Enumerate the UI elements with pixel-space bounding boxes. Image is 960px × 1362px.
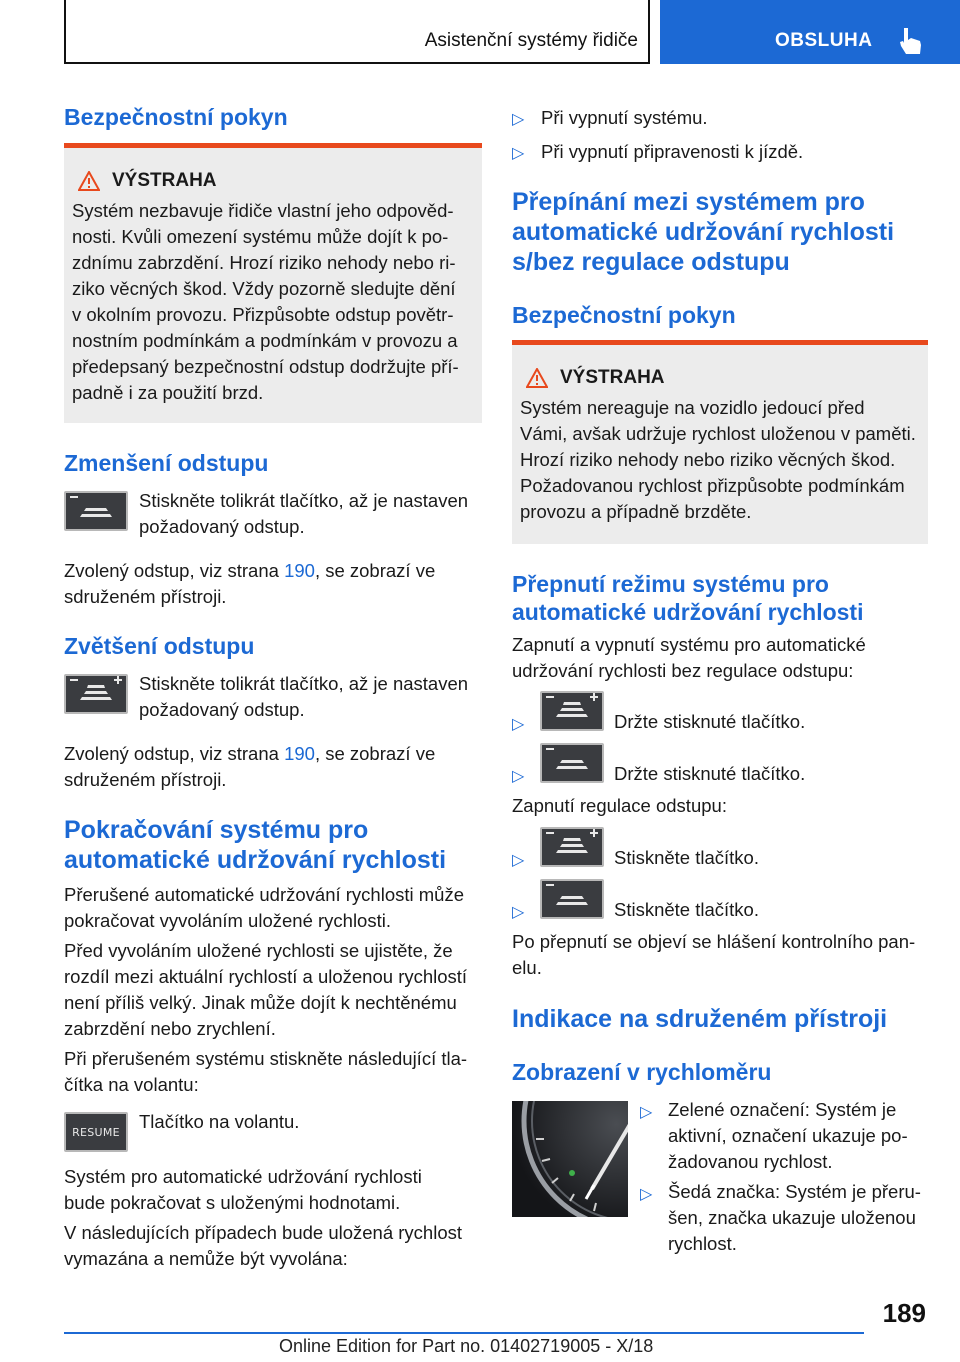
speedo-bullet-1 xyxy=(668,1097,908,1175)
increase-line-2: požadovaný odstup. xyxy=(139,699,305,720)
bullet-triangle-icon: ▷ xyxy=(512,852,525,869)
continue-p2 xyxy=(64,938,467,1042)
text-span: Zvolený odstup, viz strana xyxy=(64,560,285,581)
mode-p3 xyxy=(512,929,915,981)
bullet-text: Při vypnutí připravenosti k jízdě. xyxy=(541,141,804,162)
text-line: šen, značka ukazuje uloženou xyxy=(668,1207,916,1228)
text-line: Před vyvoláním uložené rychlosti se ujistěte, že xyxy=(64,940,453,961)
warning-line: padně i za použití brzd. xyxy=(72,382,264,403)
text-line: pokračovat vyvoláním uložené rychlosti. xyxy=(64,910,391,931)
warning-line: Systém nezbavuje řidiče vlastní jeho odpověd- xyxy=(72,200,454,221)
switch-heading-line1: Přepínání mezi systémem pro xyxy=(512,188,865,216)
decrease-paragraph-line2: sdruženém přístroji. xyxy=(64,586,227,607)
bullet-triangle-icon: ▷ xyxy=(512,768,525,785)
warning-triangle-icon xyxy=(78,171,100,191)
text-line: V následujících případech bude uložená rychlost xyxy=(64,1222,463,1243)
continue-p4 xyxy=(64,1164,422,1216)
safety-heading-left: Bezpečnostní pokyn xyxy=(64,104,288,130)
section-title: Asistenční systémy řidiče xyxy=(424,30,638,51)
warning-line: Vámi, avšak udržuje rychlost uloženou v paměti. xyxy=(520,423,916,444)
warning-line: Požadovanou rychlost přizpůsobte podmínkám xyxy=(520,475,905,496)
distance-decrease-button-icon xyxy=(64,491,128,531)
warning-line: nostním podmínkám a podmínkám v provozu a xyxy=(72,330,458,351)
safety-heading-right: Bezpečnostní pokyn xyxy=(512,302,736,328)
text-line: Systém pro automatické udržování rychlosti xyxy=(64,1166,422,1187)
mode-heading-line1: Přepnutí režimu systému pro xyxy=(512,571,829,597)
text-span: , se zobrazí ve xyxy=(314,560,436,581)
mode-p2: Zapnutí regulace odstupu: xyxy=(512,795,727,816)
chapter-tab[interactable] xyxy=(660,0,960,64)
distance-increase-button-icon xyxy=(64,674,128,714)
warning-line: zdnímu zabrzdění. Hrozí riziko nehody nebo ri- xyxy=(72,252,456,273)
hold-text-2: Držte stisknuté tlačítko. xyxy=(614,763,806,784)
speedo-heading: Zobrazení v rychloměru xyxy=(512,1059,772,1085)
bullet-triangle-icon: ▷ xyxy=(512,111,525,128)
warning-title: VÝSTRAHA xyxy=(560,367,665,388)
speedometer-image xyxy=(512,1101,628,1217)
increase-heading: Zvětšení odstupu xyxy=(64,633,255,659)
increase-line-1: Stiskněte tolikrát tlačítko, až je nastaven xyxy=(139,673,469,694)
footer-divider xyxy=(64,1332,864,1334)
text-line: není příliš velký. Jinak může dojít k nechtěnému xyxy=(64,992,457,1013)
bullet-text: Při vypnutí systému. xyxy=(541,107,708,128)
mode-p1 xyxy=(512,632,866,684)
text-line: Zapnutí a vypnutí systému pro automatické xyxy=(512,634,866,655)
text-line: elu. xyxy=(512,957,542,978)
continue-p3 xyxy=(64,1046,467,1098)
bullet-triangle-icon: ▷ xyxy=(640,1186,653,1203)
decrease-line-1: Stiskněte tolikrát tlačítko, až je nastaven xyxy=(139,490,469,511)
text-line: vymazána a nemůže být vyvolána: xyxy=(64,1248,348,1269)
decrease-paragraph xyxy=(64,558,435,584)
warning-body-2 xyxy=(520,395,920,525)
bullet-triangle-icon: ▷ xyxy=(512,716,525,733)
footer-edition: Online Edition for Part no. 01402719005 - X/18 xyxy=(279,1336,654,1356)
distance-increase-button-icon xyxy=(540,691,604,731)
warning-title-row xyxy=(520,367,920,389)
text-line: bude pokračovat s uloženými hodnotami. xyxy=(64,1192,401,1213)
continue-p1 xyxy=(64,882,464,934)
bullet-triangle-icon: ▷ xyxy=(512,145,525,162)
continue-p5 xyxy=(64,1220,462,1272)
text-span: Zvolený odstup, viz strana xyxy=(64,743,285,764)
page-number: 189 xyxy=(882,1298,926,1328)
text-line: čítka na volantu: xyxy=(64,1074,199,1095)
warning-line: Systém nereaguje na vozidlo jedoucí před xyxy=(520,397,865,418)
page-link-190[interactable]: 190 xyxy=(284,743,315,764)
distance-decrease-button-icon xyxy=(540,879,604,919)
increase-paragraph xyxy=(64,741,435,767)
speedo-bullet-2 xyxy=(668,1179,921,1257)
press-text-1: Stiskněte tlačítko. xyxy=(614,847,759,868)
switch-heading-line3: s/bez regulace odstupu xyxy=(512,248,790,276)
pointing-hand-icon xyxy=(898,26,924,56)
text-span: , se zobrazí ve xyxy=(314,743,436,764)
text-line: Přerušené automatické udržování rychlosti může xyxy=(64,884,464,905)
text-line: aktivní, označení ukazuje po- xyxy=(668,1125,908,1146)
continue-heading-line1: Pokračování systému pro xyxy=(64,816,369,844)
warning-line: v okolním provozu. Přizpůsobte odstup povětr- xyxy=(72,304,454,325)
text-line: zabrzdění nebo zrychlení. xyxy=(64,1018,276,1039)
distance-increase-button-icon xyxy=(540,827,604,867)
decrease-heading: Zmenšení odstupu xyxy=(64,450,269,476)
warning-box-2 xyxy=(512,340,928,544)
warning-line: nosti. Kvůli omezení systému může dojít k po- xyxy=(72,226,449,247)
warning-title-row xyxy=(72,170,474,192)
warning-line: ziko věcných škod. Vždy pozorně sledujte dění xyxy=(72,278,456,299)
warning-triangle-icon xyxy=(526,368,548,388)
warning-body-1 xyxy=(72,198,474,406)
text-line: žadovanou rychlost. xyxy=(668,1151,833,1172)
text-line: Po přepnutí se objeví se hlášení kontrolního pan- xyxy=(512,931,916,952)
text-line: rozdíl mezi aktuální rychlostí a uloženou rychlostí xyxy=(64,966,468,987)
warning-line: provozu a případně brzděte. xyxy=(520,501,752,522)
resume-button-icon: RESUME xyxy=(64,1112,128,1152)
text-line: Šedá značka: Systém je přeru- xyxy=(668,1181,921,1202)
text-line: Při přerušeném systému stiskněte následující tla- xyxy=(64,1048,468,1069)
header-box xyxy=(64,0,650,64)
bullet-triangle-icon: ▷ xyxy=(512,904,525,921)
warning-title: VÝSTRAHA xyxy=(112,170,217,191)
text-line: udržování rychlosti bez regulace odstupu: xyxy=(512,660,854,681)
mode-heading-line2: automatické udržování rychlosti xyxy=(512,599,864,625)
page-link-190[interactable]: 190 xyxy=(284,560,315,581)
text-line: rychlost. xyxy=(668,1233,737,1254)
warning-line: Hrozí riziko nehody nebo riziko věcných škod. xyxy=(520,449,896,470)
text-line: Zelené označení: Systém je xyxy=(668,1099,897,1120)
distance-decrease-button-icon xyxy=(540,743,604,783)
hold-text-1: Držte stisknuté tlačítko. xyxy=(614,711,806,732)
increase-paragraph-line2: sdruženém přístroji. xyxy=(64,769,227,790)
resume-caption: Tlačítko na volantu. xyxy=(139,1111,300,1132)
warning-line: předepsaný bezpečnostní odstup dodržujte pří- xyxy=(72,356,459,377)
decrease-line-2: požadovaný odstup. xyxy=(139,516,305,537)
switch-heading-line2: automatické udržování rychlosti xyxy=(512,218,895,246)
bullet-triangle-icon: ▷ xyxy=(640,1104,653,1121)
display-heading: Indikace na sdruženém přístroji xyxy=(512,1005,888,1033)
press-text-2: Stiskněte tlačítko. xyxy=(614,899,759,920)
warning-box-1 xyxy=(64,143,482,423)
chapter-tab-label: OBSLUHA xyxy=(775,30,873,51)
continue-heading-line2: automatické udržování rychlosti xyxy=(64,846,447,874)
